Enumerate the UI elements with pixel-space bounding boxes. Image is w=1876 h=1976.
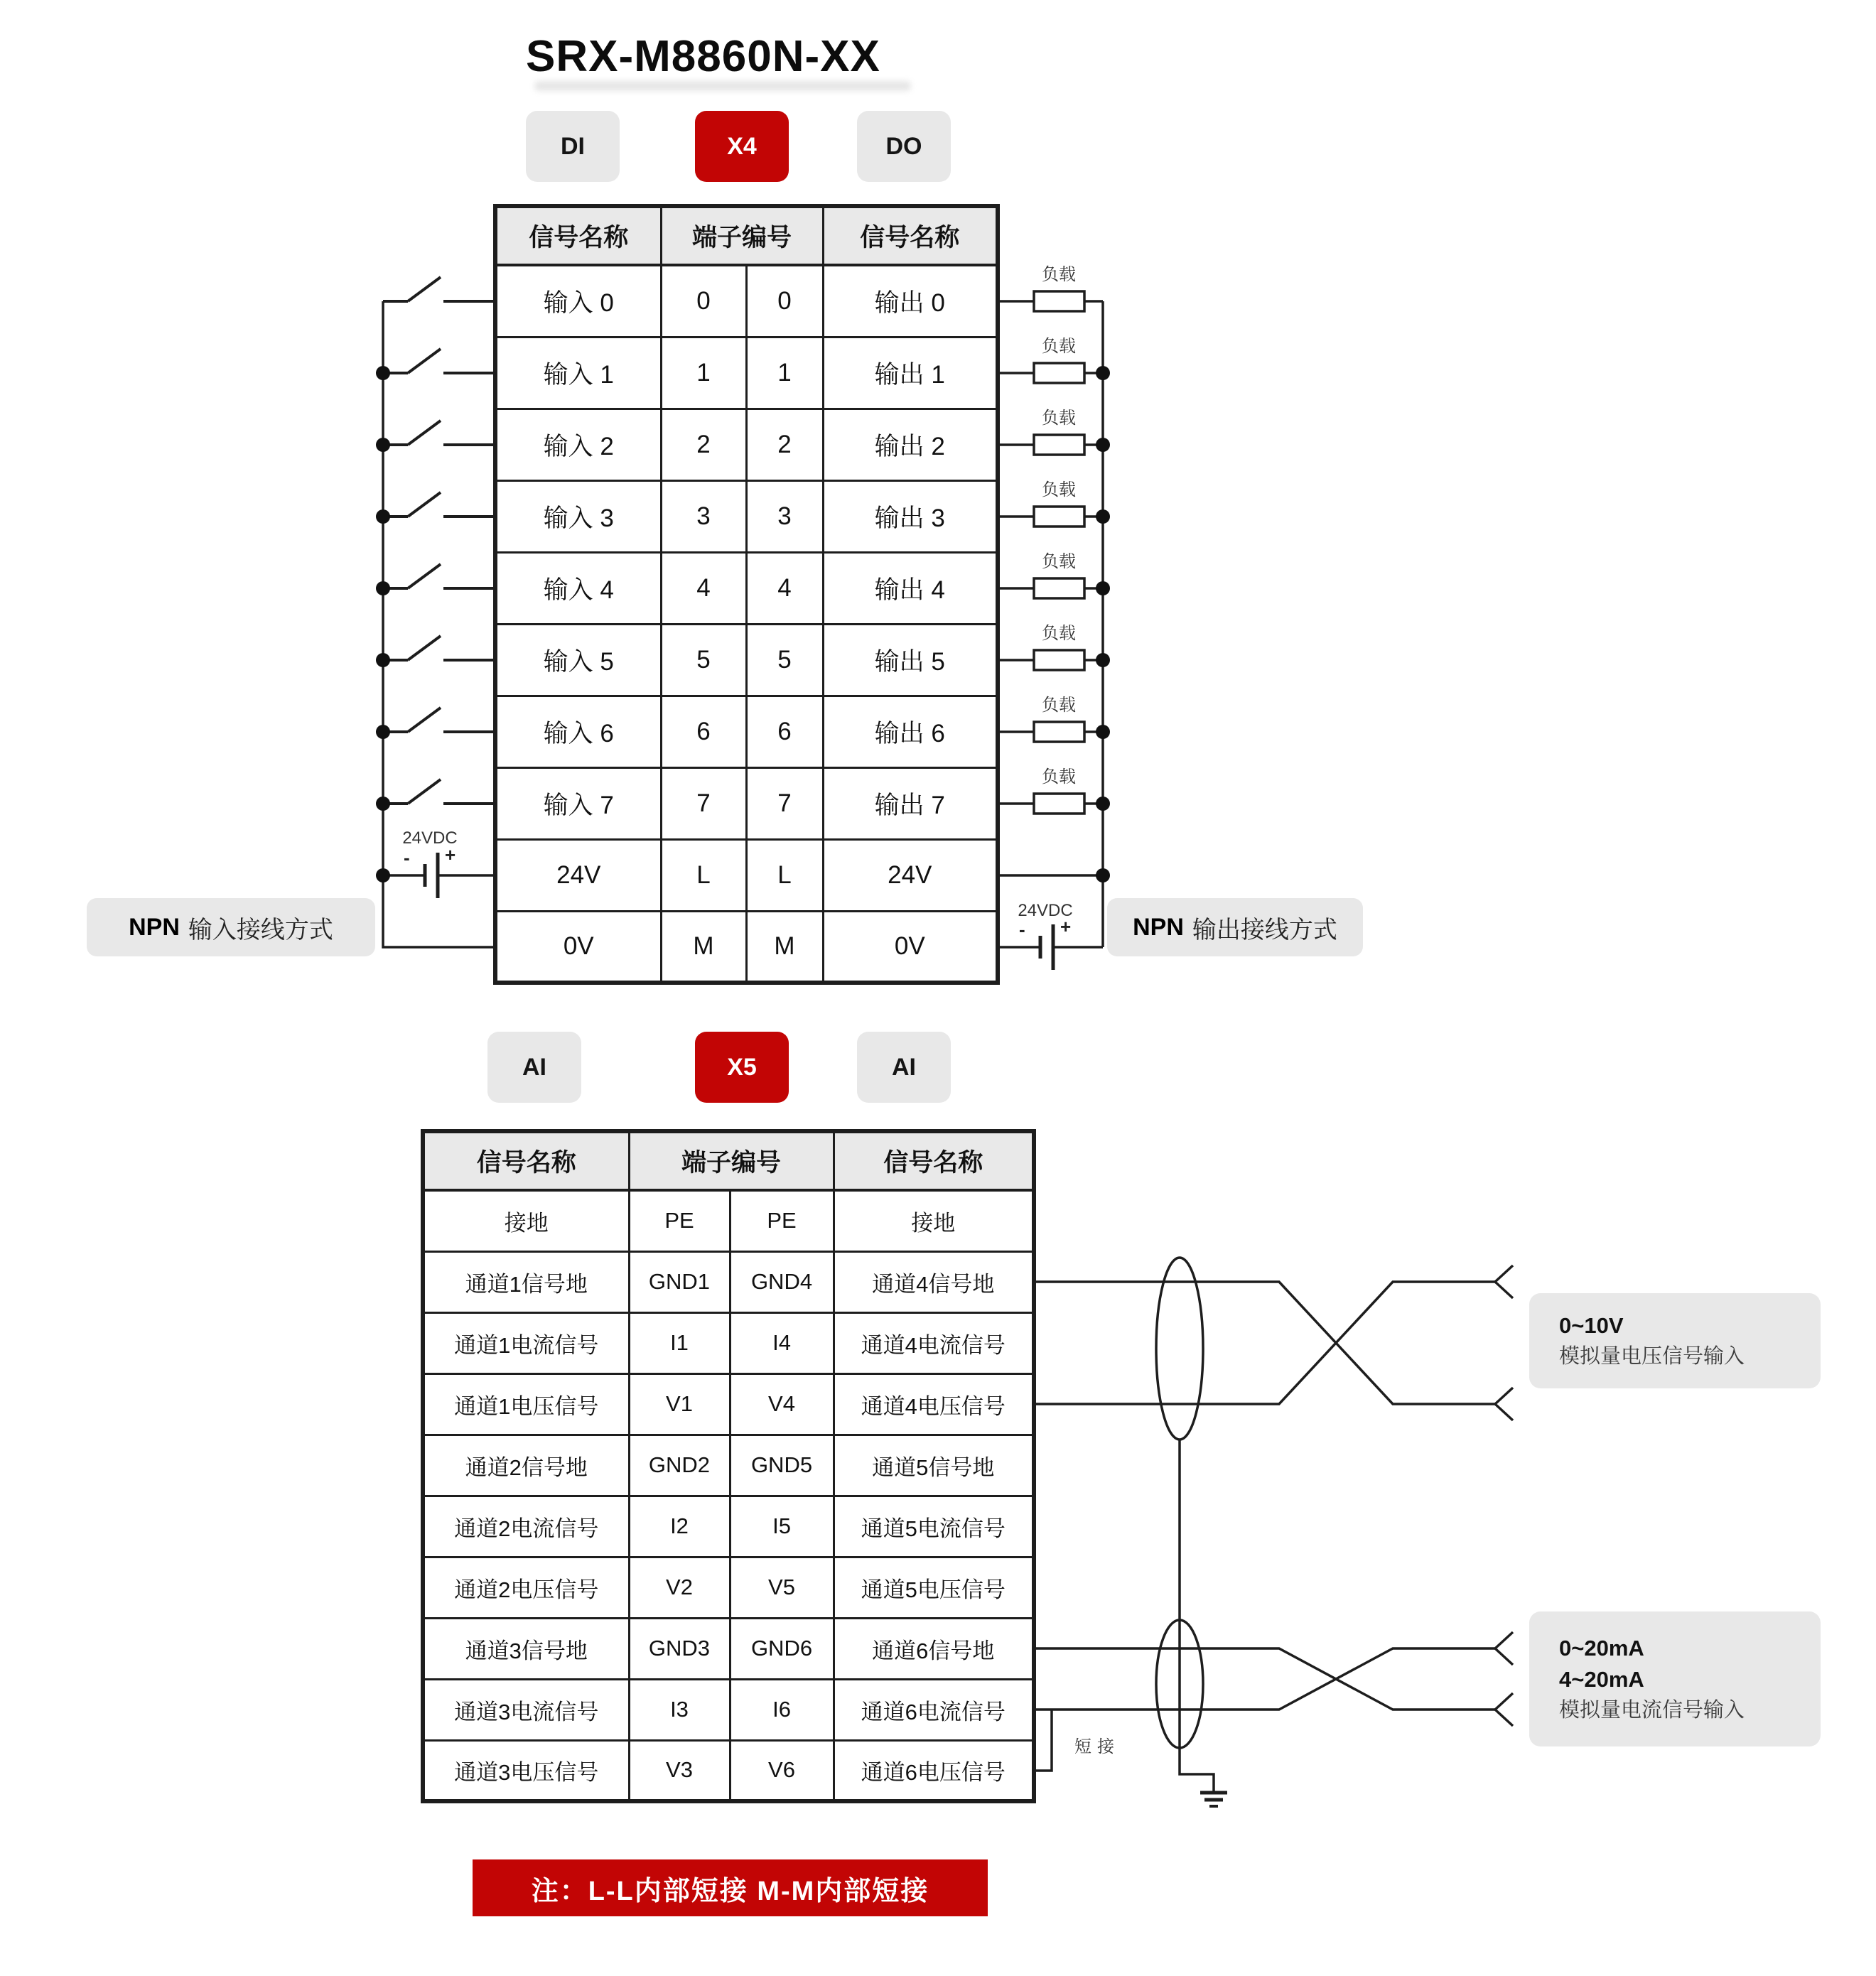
cell: 通道5电流信号 <box>834 1496 1034 1557</box>
cell: 通道4电压信号 <box>834 1373 1034 1435</box>
cell: GND6 <box>730 1618 834 1679</box>
cell: 5 <box>746 624 823 696</box>
short-jumper-label: 短接 <box>1074 1737 1120 1756</box>
col-header-signal-right: 信号名称 <box>834 1131 1034 1190</box>
current-range-1: 0~20mA <box>1559 1636 1644 1661</box>
cell: 6 <box>661 696 746 767</box>
cell: 4 <box>661 552 746 624</box>
cell: GND2 <box>629 1435 730 1496</box>
cell: L <box>746 839 823 911</box>
page-title: SRX-M8860N-XX <box>526 32 880 81</box>
cell: 输入 2 <box>495 409 661 480</box>
table-row <box>495 265 998 337</box>
cell: 输入 6 <box>495 696 661 767</box>
npn-prefix: NPN <box>129 913 180 941</box>
cell: 0V <box>495 911 661 983</box>
cell: 输出 3 <box>823 480 998 552</box>
cell: 6 <box>746 696 823 767</box>
table-row <box>423 1251 1034 1312</box>
cell: 输入 1 <box>495 337 661 409</box>
cell: I6 <box>730 1679 834 1740</box>
tag-x4: X4 <box>695 111 789 182</box>
cell: 输出 0 <box>823 265 998 337</box>
tag-di: DI <box>526 111 620 182</box>
cell: 通道6电压信号 <box>834 1740 1034 1801</box>
table-row <box>423 1740 1034 1801</box>
cell: 输出 5 <box>823 624 998 696</box>
cell: 输出 7 <box>823 767 998 839</box>
voltage-range: 0~10V <box>1559 1313 1624 1338</box>
cell: GND4 <box>730 1251 834 1312</box>
cell: 24V <box>495 839 661 911</box>
table-row <box>495 337 998 409</box>
current-input-label <box>1529 1611 1821 1746</box>
di-switch-icons <box>383 277 493 804</box>
cell: 通道1电压信号 <box>423 1373 629 1435</box>
col-header-signal-right: 信号名称 <box>823 206 998 265</box>
current-range-2: 4~20mA <box>1559 1667 1644 1692</box>
cell: 1 <box>746 337 823 409</box>
tag-ai-right: AI <box>857 1032 951 1103</box>
x5-terminal-table <box>421 1129 1036 1803</box>
cell: 输入 7 <box>495 767 661 839</box>
cell: I3 <box>629 1679 730 1740</box>
shield-oval-icon-upper <box>1156 1258 1203 1440</box>
cell: 0 <box>661 265 746 337</box>
cell: 接地 <box>834 1190 1034 1251</box>
npn-output-mode-label <box>1107 898 1363 956</box>
plus-sign: + <box>1060 916 1072 937</box>
cell: 通道4电流信号 <box>834 1312 1034 1373</box>
cell: L <box>661 839 746 911</box>
cell: M <box>746 911 823 983</box>
cell: 通道2信号地 <box>423 1435 629 1496</box>
minus-sign: - <box>404 847 410 868</box>
col-header-terminal: 端子编号 <box>629 1131 834 1190</box>
cell: 通道1电流信号 <box>423 1312 629 1373</box>
table-row <box>423 1557 1034 1618</box>
col-header-signal-left: 信号名称 <box>423 1131 629 1190</box>
table-row <box>495 409 998 480</box>
load-label: 负载 <box>1042 337 1076 356</box>
cell: V5 <box>730 1557 834 1618</box>
cell: V2 <box>629 1557 730 1618</box>
load-label: 负载 <box>1042 265 1076 284</box>
voltage-desc: 模拟量电压信号输入 <box>1559 1345 1745 1368</box>
cell: V1 <box>629 1373 730 1435</box>
di-battery-icon <box>383 853 493 898</box>
cell: 通道6信号地 <box>834 1618 1034 1679</box>
cell: V4 <box>730 1373 834 1435</box>
table-row <box>423 1618 1034 1679</box>
cell: 输出 6 <box>823 696 998 767</box>
cell: 输入 3 <box>495 480 661 552</box>
cell: 2 <box>746 409 823 480</box>
plus-sign: + <box>445 844 456 865</box>
cell: PE <box>730 1190 834 1251</box>
cell: 通道6电流信号 <box>834 1679 1034 1740</box>
table-row <box>423 1679 1034 1740</box>
cell: 7 <box>746 767 823 839</box>
cell: I2 <box>629 1496 730 1557</box>
load-label: 负载 <box>1042 552 1076 571</box>
load-label: 负载 <box>1042 409 1076 428</box>
table-row <box>495 480 998 552</box>
cell: 通道4信号地 <box>834 1251 1034 1312</box>
cell: 通道5电压信号 <box>834 1557 1034 1618</box>
cell: 0V <box>823 911 998 983</box>
voltage-input-label <box>1529 1293 1821 1388</box>
cell: 2 <box>661 409 746 480</box>
cell: 通道2电流信号 <box>423 1496 629 1557</box>
cell: 通道2电压信号 <box>423 1557 629 1618</box>
cell: V6 <box>730 1740 834 1801</box>
cell: V3 <box>629 1740 730 1801</box>
cell: 3 <box>746 480 823 552</box>
cell: GND1 <box>629 1251 730 1312</box>
cell: 输入 5 <box>495 624 661 696</box>
x4-terminal-table <box>493 204 1000 985</box>
table-row <box>423 1373 1034 1435</box>
cell: GND5 <box>730 1435 834 1496</box>
do-battery-icon <box>996 924 1103 970</box>
cell: I5 <box>730 1496 834 1557</box>
npn-text: 输出接线方式 <box>1192 916 1337 944</box>
tag-ai-left: AI <box>487 1032 581 1103</box>
table-row <box>495 767 998 839</box>
table-row <box>423 1496 1034 1557</box>
do-supply-label: 24VDC <box>1018 901 1073 920</box>
current-twisted-pair <box>1032 1632 1513 1726</box>
npn-text: 输入接线方式 <box>188 916 333 944</box>
cell: I1 <box>629 1312 730 1373</box>
cell: 输入 4 <box>495 552 661 624</box>
cell: 3 <box>661 480 746 552</box>
cell: 接地 <box>423 1190 629 1251</box>
cell: 通道3电流信号 <box>423 1679 629 1740</box>
voltage-twisted-pair <box>1032 1265 1513 1420</box>
col-header-signal-left: 信号名称 <box>495 206 661 265</box>
cell: 1 <box>661 337 746 409</box>
shield-drain-wire <box>1180 1440 1214 1793</box>
table-row <box>423 1435 1034 1496</box>
load-label: 负载 <box>1042 696 1076 715</box>
cell: 输入 0 <box>495 265 661 337</box>
table-row <box>495 552 998 624</box>
cell: 7 <box>661 767 746 839</box>
table-row <box>495 624 998 696</box>
note-banner: 注：L-L内部短接 M-M内部短接 <box>473 1859 988 1916</box>
earth-ground-icon <box>1200 1793 1227 1806</box>
cell: 通道1信号地 <box>423 1251 629 1312</box>
di-supply-label: 24VDC <box>402 828 458 848</box>
title-ghost <box>534 81 911 91</box>
cell: 24V <box>823 839 998 911</box>
table-row <box>423 1190 1034 1251</box>
npn-input-mode-label <box>87 898 375 956</box>
cell: 输出 4 <box>823 552 998 624</box>
cell: 0 <box>746 265 823 337</box>
cell: 通道3电压信号 <box>423 1740 629 1801</box>
col-header-terminal: 端子编号 <box>661 206 823 265</box>
current-desc: 模拟量电流信号输入 <box>1559 1699 1745 1722</box>
cell: 4 <box>746 552 823 624</box>
minus-sign: - <box>1019 919 1025 940</box>
npn-prefix: NPN <box>1133 913 1184 941</box>
table-row <box>495 696 998 767</box>
di-input-bus <box>383 301 493 947</box>
cell: PE <box>629 1190 730 1251</box>
load-label: 负载 <box>1042 767 1076 787</box>
table-row <box>495 911 998 983</box>
cell: GND3 <box>629 1618 730 1679</box>
cell: 输出 1 <box>823 337 998 409</box>
table-row <box>423 1312 1034 1373</box>
cell: 输出 2 <box>823 409 998 480</box>
load-label: 负载 <box>1042 480 1076 500</box>
cell: 通道5信号地 <box>834 1435 1034 1496</box>
cell: I4 <box>730 1312 834 1373</box>
cell: M <box>661 911 746 983</box>
table-row <box>495 839 998 911</box>
cell: 通道3信号地 <box>423 1618 629 1679</box>
load-label: 负载 <box>1042 624 1076 643</box>
cell: 5 <box>661 624 746 696</box>
tag-do: DO <box>857 111 951 182</box>
tag-x5: X5 <box>695 1032 789 1103</box>
